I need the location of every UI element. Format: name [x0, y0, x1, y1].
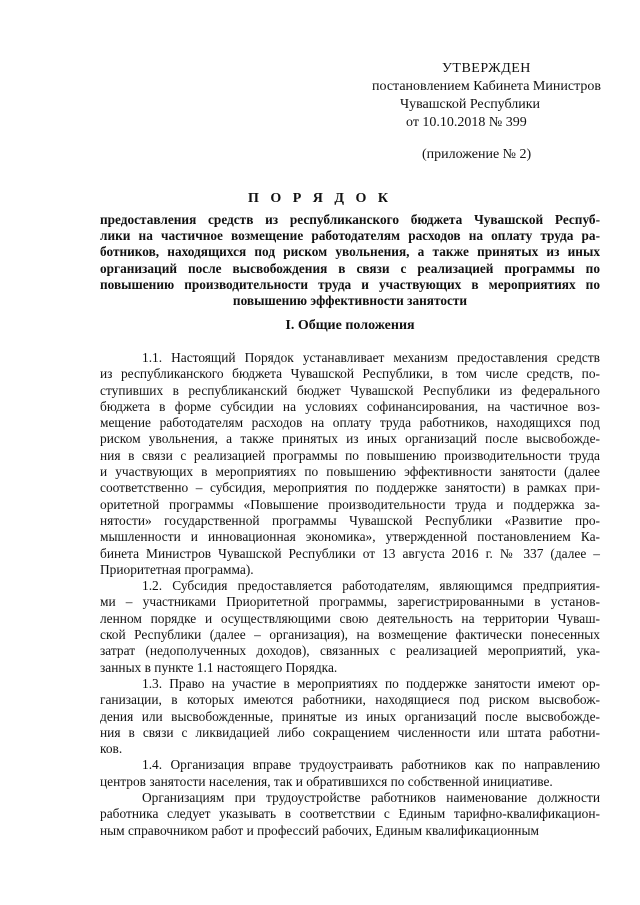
text-line: ми – участниками Приоритетной программы, зарегистрированными в установ-: [100, 594, 600, 610]
approval-line-4: от 10.10.2018 № 399: [406, 115, 527, 130]
text-line: дения или высвобожденные, принятые из иных организаций после высвобожде-: [100, 708, 600, 724]
paragraph: [100, 790, 600, 839]
text-line: бинета Министров Чувашской Республики от 13 августа 2016 г. № 337 (далее –: [100, 545, 600, 561]
text-line: ным справочником работ и профессий рабочих, Единым квалификационным: [100, 822, 539, 838]
text-line: мещение работодателям расходов на оплату труда работников, находящихся под: [100, 415, 600, 431]
text-line: занных в пункте 1.1 настоящего Порядка.: [100, 659, 338, 675]
text-line: риском увольнения, а также принятых из иных организаций после высвобожде-: [100, 431, 600, 447]
subtitle-line: повышению производительности труда и участвующих в мероприятиях по: [100, 276, 600, 292]
paragraph: [100, 350, 600, 578]
approval-appendix: (приложение № 2): [422, 147, 532, 162]
text-line: из республиканского бюджета Чувашской Республики, в том числе средств, по-: [100, 366, 600, 382]
text-line: и участвующих в мероприятиях по повышению эффективности занятости (далее: [100, 464, 600, 480]
subtitle-line: повышению эффективности занятости: [232, 293, 468, 309]
paragraph: [100, 757, 600, 790]
approval-line-2: постановлением Кабинета Министров: [372, 79, 601, 94]
body-text: [100, 350, 600, 839]
text-line: 1.1. Настоящий Порядок устанавливает механизм предоставления средств: [142, 350, 600, 365]
text-line: соответственно – субсидия, мероприятия по поддержке занятости) в рамках при-: [100, 480, 600, 496]
subtitle-line: лики на частичное возмещение работодателям расходов на оплату труда ра-: [100, 228, 600, 244]
text-line: затрат (недополученных доходов), связанных с реализацией мероприятий, ука-: [100, 643, 600, 659]
subtitle-line: предоставления средств из республиканского бюджета Чувашской Респуб-: [100, 212, 600, 227]
paragraph: [100, 676, 600, 757]
approval-stamp: [372, 60, 622, 164]
text-line: 1.4. Организация вправе трудоустраивать работников как по направлению: [142, 757, 600, 773]
text-line: работника следует указывать в соответствии с Единым тарифно-квалификацион-: [100, 806, 600, 822]
text-line: ленном порядке и осуществляющими свою деятельность на территории Чуваш-: [100, 610, 600, 626]
approval-heading: УТВЕРЖДЕН: [442, 61, 531, 76]
text-line: 1.2. Субсидия предоставляется работодателям, являющимся предприятия-: [142, 578, 600, 594]
text-line: Приоритетная программа).: [100, 561, 254, 577]
text-line: мышленности и инновационная экономика», утвержденной постановлением Ка-: [100, 529, 600, 545]
subtitle-line: организаций после высвобождения в связи с реализацией программы по: [100, 260, 600, 276]
document-title: П О Р Я Д О К: [247, 191, 393, 206]
approval-line-3: Чувашской Республики: [400, 97, 541, 112]
text-line: центров занятости населения, так и обратившихся по собственной инициативе.: [100, 773, 553, 789]
text-line: ков.: [100, 741, 123, 757]
text-line: 1.3. Право на участие в мероприятиях по поддержке занятости имеют ор-: [142, 675, 600, 691]
text-line: нятости» государственной программы Чувашской Республики «Развитие про-: [100, 512, 600, 528]
paragraph: [100, 578, 600, 676]
text-line: оритетной программы «Повышение производительности труда и поддержка за-: [100, 496, 600, 512]
subtitle-line: ботников, находящихся под риском увольнения, а также принятых из иных: [100, 244, 600, 260]
text-line: ния в связи с реализацией программы по повышению производительности труда: [100, 447, 600, 463]
text-line: ступивших в республиканский бюджет Чувашской Республики из федерального: [100, 382, 600, 398]
text-line: ской Республики (далее – организация), на возмещение фактически понесенных: [100, 627, 600, 643]
document-subtitle: [100, 212, 600, 309]
section-title: I. Общие положения: [285, 318, 415, 333]
text-line: ганизации, в которых имеются работники, находящиеся под риском высвобож-: [100, 692, 600, 708]
text-line: бюджета в форме субсидии на условиях софинансирования, на частичное воз-: [100, 398, 600, 414]
text-line: ния в связи с ликвидацией либо сокращением численности или штата работни-: [100, 724, 600, 740]
text-line: Организациям при трудоустройстве работников наименование должности: [142, 790, 600, 806]
